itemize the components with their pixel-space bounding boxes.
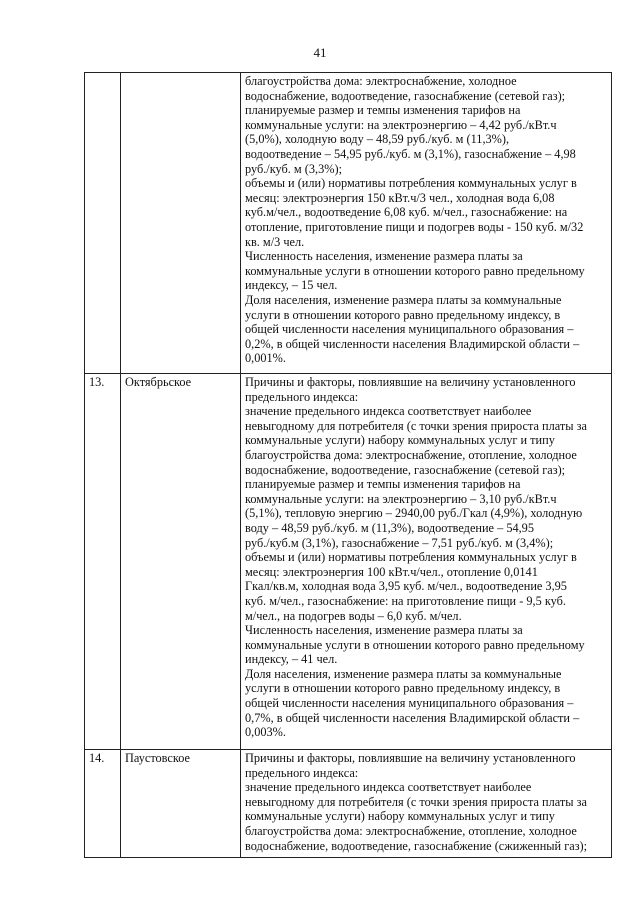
municipality-name bbox=[121, 73, 241, 374]
description-line: руб./куб. м (3,3%); bbox=[245, 161, 342, 176]
description-line: коммунальные услуги: на электроэнергию – 4,42 руб./кВт.ч bbox=[245, 117, 557, 132]
table-row bbox=[85, 750, 612, 858]
description-line: планируемые размер и темпы изменения тарифов на bbox=[245, 477, 521, 492]
description-line: услуги в отношении которого равно предельному индексу, в bbox=[245, 681, 561, 696]
description-line: Доля населения, изменение размера платы за коммунальные bbox=[245, 666, 562, 681]
table-row bbox=[85, 73, 612, 374]
description-line: кв. м/3 чел. bbox=[245, 234, 305, 249]
description-line: куб. м/чел., газоснабжение: на приготовление пищи - 9,5 куб. bbox=[245, 593, 566, 608]
description-line: Гкал/кв.м, холодная вода 3,95 куб. м/чел., водоотведение 3,95 bbox=[245, 579, 567, 594]
description-line: благоустройства дома: электроснабжение, отопление, холодное bbox=[245, 823, 577, 838]
description-line: водоснабжение, водоотведение, газоснабжение (сетевой газ); bbox=[245, 88, 566, 103]
description-line: Численность населения, изменение размера платы за bbox=[245, 623, 523, 638]
municipalities-table bbox=[84, 72, 612, 858]
table-row bbox=[85, 374, 612, 750]
description-line: Доля населения, изменение размера платы за коммунальные bbox=[245, 292, 562, 307]
description-line: водоснабжение, водоотведение, газоснабжение (сетевой газ); bbox=[245, 462, 566, 477]
description-line: (5,1%), тепловую энергию – 2940,00 руб./Гкал (4,9%), холодную bbox=[245, 506, 583, 521]
description-line: руб./куб.м (3,1%), газоснабжение – 7,51 руб./куб. м (3,4%); bbox=[245, 535, 554, 550]
description-line: коммунальные услуги в отношении которого равно предельному bbox=[245, 263, 585, 278]
description-line: отопление, приготовление пищи и подогрев воды - 150 куб. м/32 bbox=[245, 219, 584, 234]
description-line: значение предельного индекса соответствует наиболее bbox=[245, 404, 532, 419]
description-line: Причины и факторы, повлиявшие на величину установленного bbox=[245, 751, 576, 765]
description-line: 0,7%, в общей численности населения Владимирской области – bbox=[245, 710, 580, 725]
description-line: водоотведение – 54,95 руб./куб. м (3,1%), газоснабжение – 4,98 bbox=[245, 146, 576, 161]
description-line: благоустройства дома: электроснабжение, отопление, холодное bbox=[245, 447, 577, 462]
description-line: благоустройства дома: электроснабжение, холодное bbox=[245, 74, 517, 88]
municipality-name: Октябрьское bbox=[121, 374, 241, 750]
description-line: предельного индекса: bbox=[245, 389, 359, 404]
description-line: Причины и факторы, повлиявшие на величину установленного bbox=[245, 375, 576, 389]
row-number bbox=[85, 73, 121, 374]
description-line: объемы и (или) нормативы потребления коммунальных услуг в bbox=[245, 176, 577, 191]
description-line: значение предельного индекса соответствует наиболее bbox=[245, 780, 532, 795]
description-line: коммунальные услуги: на электроэнергию – 3,10 руб./кВт.ч bbox=[245, 491, 557, 506]
description-line: невыгодному для потребителя (с точки зрения прироста платы за bbox=[245, 794, 587, 809]
description-line: услуги в отношении которого равно предельному индексу, в bbox=[245, 307, 561, 322]
description-line: 0,2%, в общей численности населения Владимирской области – bbox=[245, 336, 580, 351]
description-line: месяц: электроэнергия 100 кВт.ч/чел., отопление 0,0141 bbox=[245, 564, 538, 579]
row-number: 13. bbox=[85, 374, 121, 750]
description-line: индексу, – 41 чел. bbox=[245, 652, 338, 667]
description-line: водоснабжение, водоотведение, газоснабжение (сжиженный газ); bbox=[245, 838, 588, 853]
description-line: коммунальные услуги) набору коммунальных услуг и типу bbox=[245, 433, 555, 448]
description-line: коммунальные услуги в отношении которого равно предельному bbox=[245, 637, 585, 652]
description-line: (5,0%), холодную воду – 48,59 руб./куб. м (11,3%), bbox=[245, 132, 510, 147]
description-line: невыгодному для потребителя (с точки зрения прироста платы за bbox=[245, 418, 587, 433]
row-description bbox=[241, 374, 612, 750]
description-line: общей численности населения муниципального образования – bbox=[245, 696, 574, 711]
description-line: месяц: электроэнергия 150 кВт.ч/3 чел., холодная вода 6,08 bbox=[245, 190, 555, 205]
description-line: общей численности населения муниципального образования – bbox=[245, 322, 574, 337]
description-line: воду – 48,59 руб./куб. м (11,3%), водоотведение – 54,95 bbox=[245, 520, 534, 535]
row-description bbox=[241, 750, 612, 858]
description-line: м/чел., на подогрев воды – 6,0 куб. м/чел. bbox=[245, 608, 462, 623]
description-line: Численность населения, изменение размера платы за bbox=[245, 249, 523, 264]
table-body bbox=[85, 73, 612, 858]
row-description bbox=[241, 73, 612, 374]
description-line: 0,001%. bbox=[245, 351, 286, 366]
description-line: коммунальные услуги) набору коммунальных услуг и типу bbox=[245, 809, 555, 824]
row-number: 14. bbox=[85, 750, 121, 858]
description-line: 0,003%. bbox=[245, 725, 286, 740]
description-line: куб.м/чел., водоотведение 6,08 куб. м/чел., газоснабжение: на bbox=[245, 205, 568, 220]
description-line: объемы и (или) нормативы потребления коммунальных услуг в bbox=[245, 550, 577, 565]
description-line: индексу, – 15 чел. bbox=[245, 278, 338, 293]
page-number: 41 bbox=[313, 45, 327, 60]
description-line: планируемые размер и темпы изменения тарифов на bbox=[245, 103, 521, 118]
description-line: предельного индекса: bbox=[245, 765, 359, 780]
municipality-name: Паустовское bbox=[121, 750, 241, 858]
